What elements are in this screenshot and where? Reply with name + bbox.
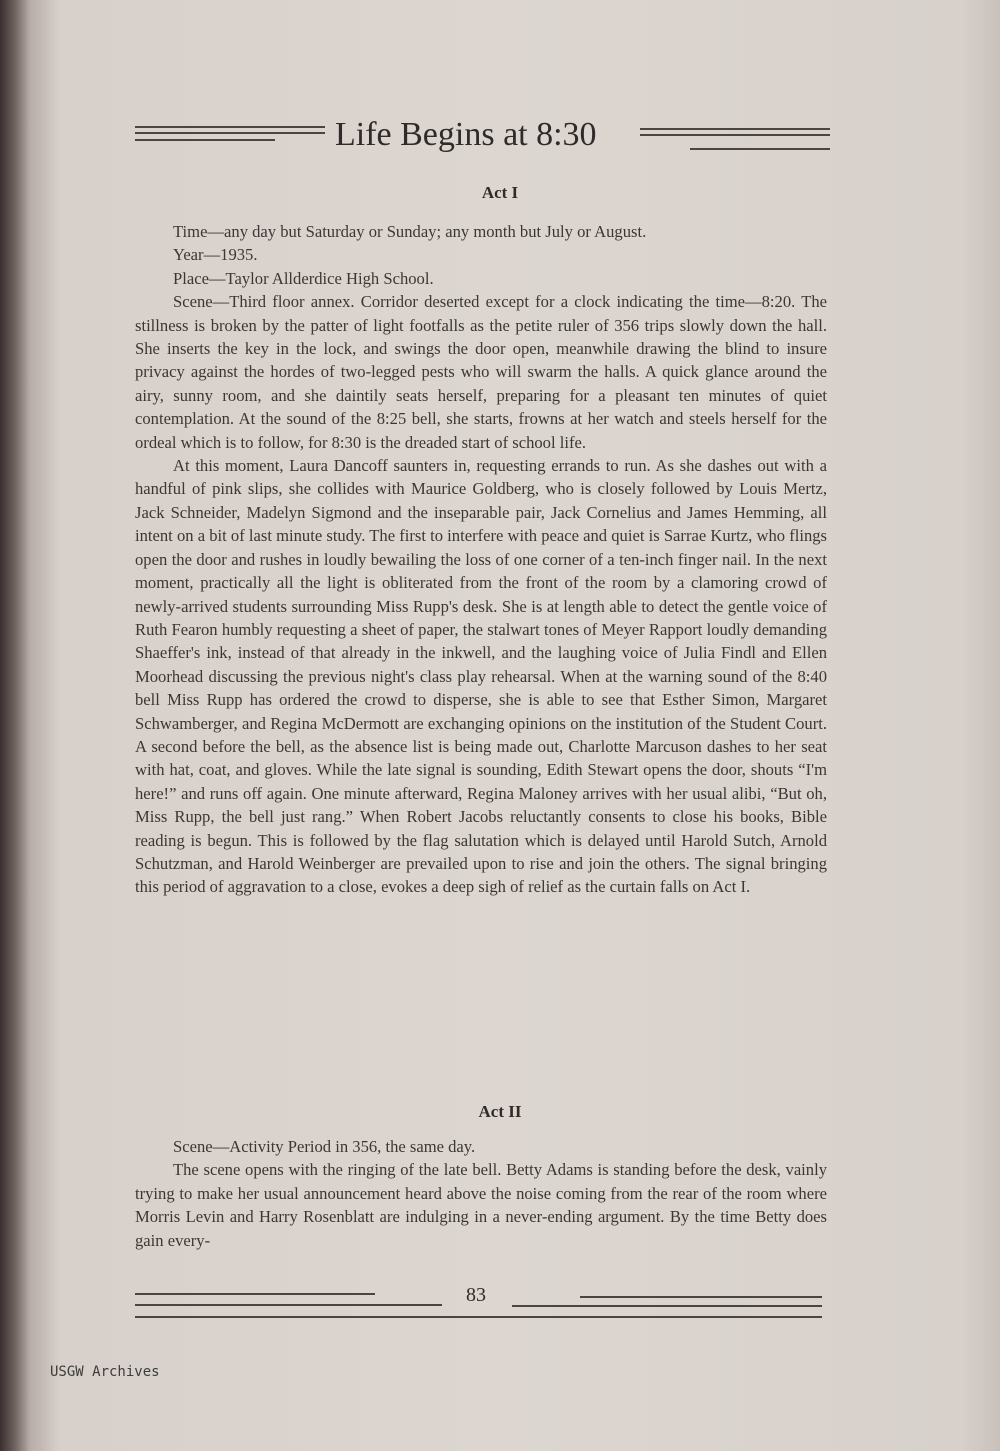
footer-rule-bottom bbox=[135, 1316, 822, 1318]
archive-watermark: USGW Archives bbox=[50, 1364, 160, 1380]
act-2-text bbox=[135, 1135, 827, 1252]
act-1-heading: Act I bbox=[481, 183, 519, 202]
page-title: Life Begins at 8:30 bbox=[335, 116, 597, 153]
act-1-paragraph-place: Place—Taylor Allderdice High School. bbox=[173, 268, 434, 288]
footer-rule-left-top bbox=[135, 1293, 375, 1295]
act-2-heading: Act II bbox=[478, 1102, 522, 1121]
act-2-paragraph-scene: Scene—Activity Period in 356, the same day. bbox=[173, 1137, 476, 1156]
title-rule-right-top bbox=[640, 128, 830, 130]
act-2-paragraph-main: The scene opens with the ringing of the late bell. Betty Adams is standing before the desk, vainly trying to make her usual announcement heard above the noise coming from the rear of the room where Morris Levin and Harry Rosenblatt are indulging in a never-ending argument. By the time Betty does gain every- bbox=[135, 1160, 827, 1250]
act-1-paragraph-time: Time—any day but Saturday or Sunday; any month but July or August. bbox=[173, 222, 647, 241]
title-rule-right-middle bbox=[640, 134, 830, 136]
title-rule-left-top bbox=[135, 126, 325, 128]
act-1-paragraph-main: At this moment, Laura Dancoff saunters in, requesting errands to run. As she dashes out with a handful of pink slips, she collides with Maurice Goldberg, who is closely followed by Louis Mertz, Jack Schneider, Madelyn Sigmond and the inseparable pair, Jack Cornelius and James Hemming, all intent on a bit of last minute study. The first to interfere with peace and quiet is Sarrae Kurtz, who flings open the door and rushes in loudly bewailing the loss of one corner of a ten-inch finger nail. In the next moment, practically all the light is obliterated from the front of the room by a clamoring crowd of newly-arrived students surrounding Miss Rupp's desk. She is at length able to detect the gentle voice of Ruth Fearon humbly requesting a sheet of paper, the stalwart tones of Meyer Rapport loudly demanding Shaeffer's ink, instead of that already in the inkwell, and the laughing voice of Julia Findl and Ellen Moorhead discussing the previous night's class play rehearsal. When at the warning sound of the 8:40 bell Miss Rupp has ordered the crowd to disperse, she is able to see that Esther Simon, Margaret Schwamberger, and Regina McDermott are exchanging opinions on the institution of the Student Court. A second before the bell, as the absence list is being made out, Charlotte Marcuson dashes to her seat with hat, coat, and gloves. While the late signal is sounding, Edith Stewart opens the door, shouts “I'm here!” and runs off again. One minute afterward, Regina Maloney arrives with her usual alibi, “But oh, Miss Rupp, the bell just rang.” When Robert Jacobs reluctantly consents to close his books, Bible reading is begun. This is followed by the flag salutation which is delayed until Harold Sutch, Arnold Schutzman, and Harold Weinberger are prevailed upon to rise and join the others. The signal bringing this period of aggravation to a close, evokes a deep sigh of relief as the curtain falls on Act I. bbox=[135, 456, 827, 897]
title-row bbox=[135, 112, 830, 164]
act-1-paragraph-year: Year—1935. bbox=[173, 245, 258, 265]
title-rule-right-bottom bbox=[690, 148, 830, 150]
title-rule-left-bottom bbox=[135, 139, 275, 141]
act-1-text bbox=[135, 220, 827, 899]
footer-rule-right-top bbox=[580, 1296, 822, 1298]
page-number: 83 bbox=[466, 1284, 486, 1306]
act-1-paragraph-scene: Scene—Third floor annex. Corridor deserted except for a clock indicating the time—8:20. The stillness is broken by the patter of light footfalls as the petite ruler of 356 trips slowly down the hall. She inserts the key in the lock, and swings the door open, meanwhile drawing the blind to insure privacy against the hordes of two-legged pests who will swarm the halls. A quick glance around the airy, sunny room, and she daintily seats herself, preparing for a pleasant ten minutes of quiet contemplation. At the sound of the 8:25 bell, she starts, frowns at her watch and steels herself for the ordeal which is to follow, for 8:30 is the dreaded start of school life. bbox=[135, 292, 827, 452]
title-rule-left-middle bbox=[135, 132, 325, 134]
footer-rule-right-middle bbox=[512, 1305, 822, 1307]
footer-rule-left-middle bbox=[135, 1304, 442, 1306]
